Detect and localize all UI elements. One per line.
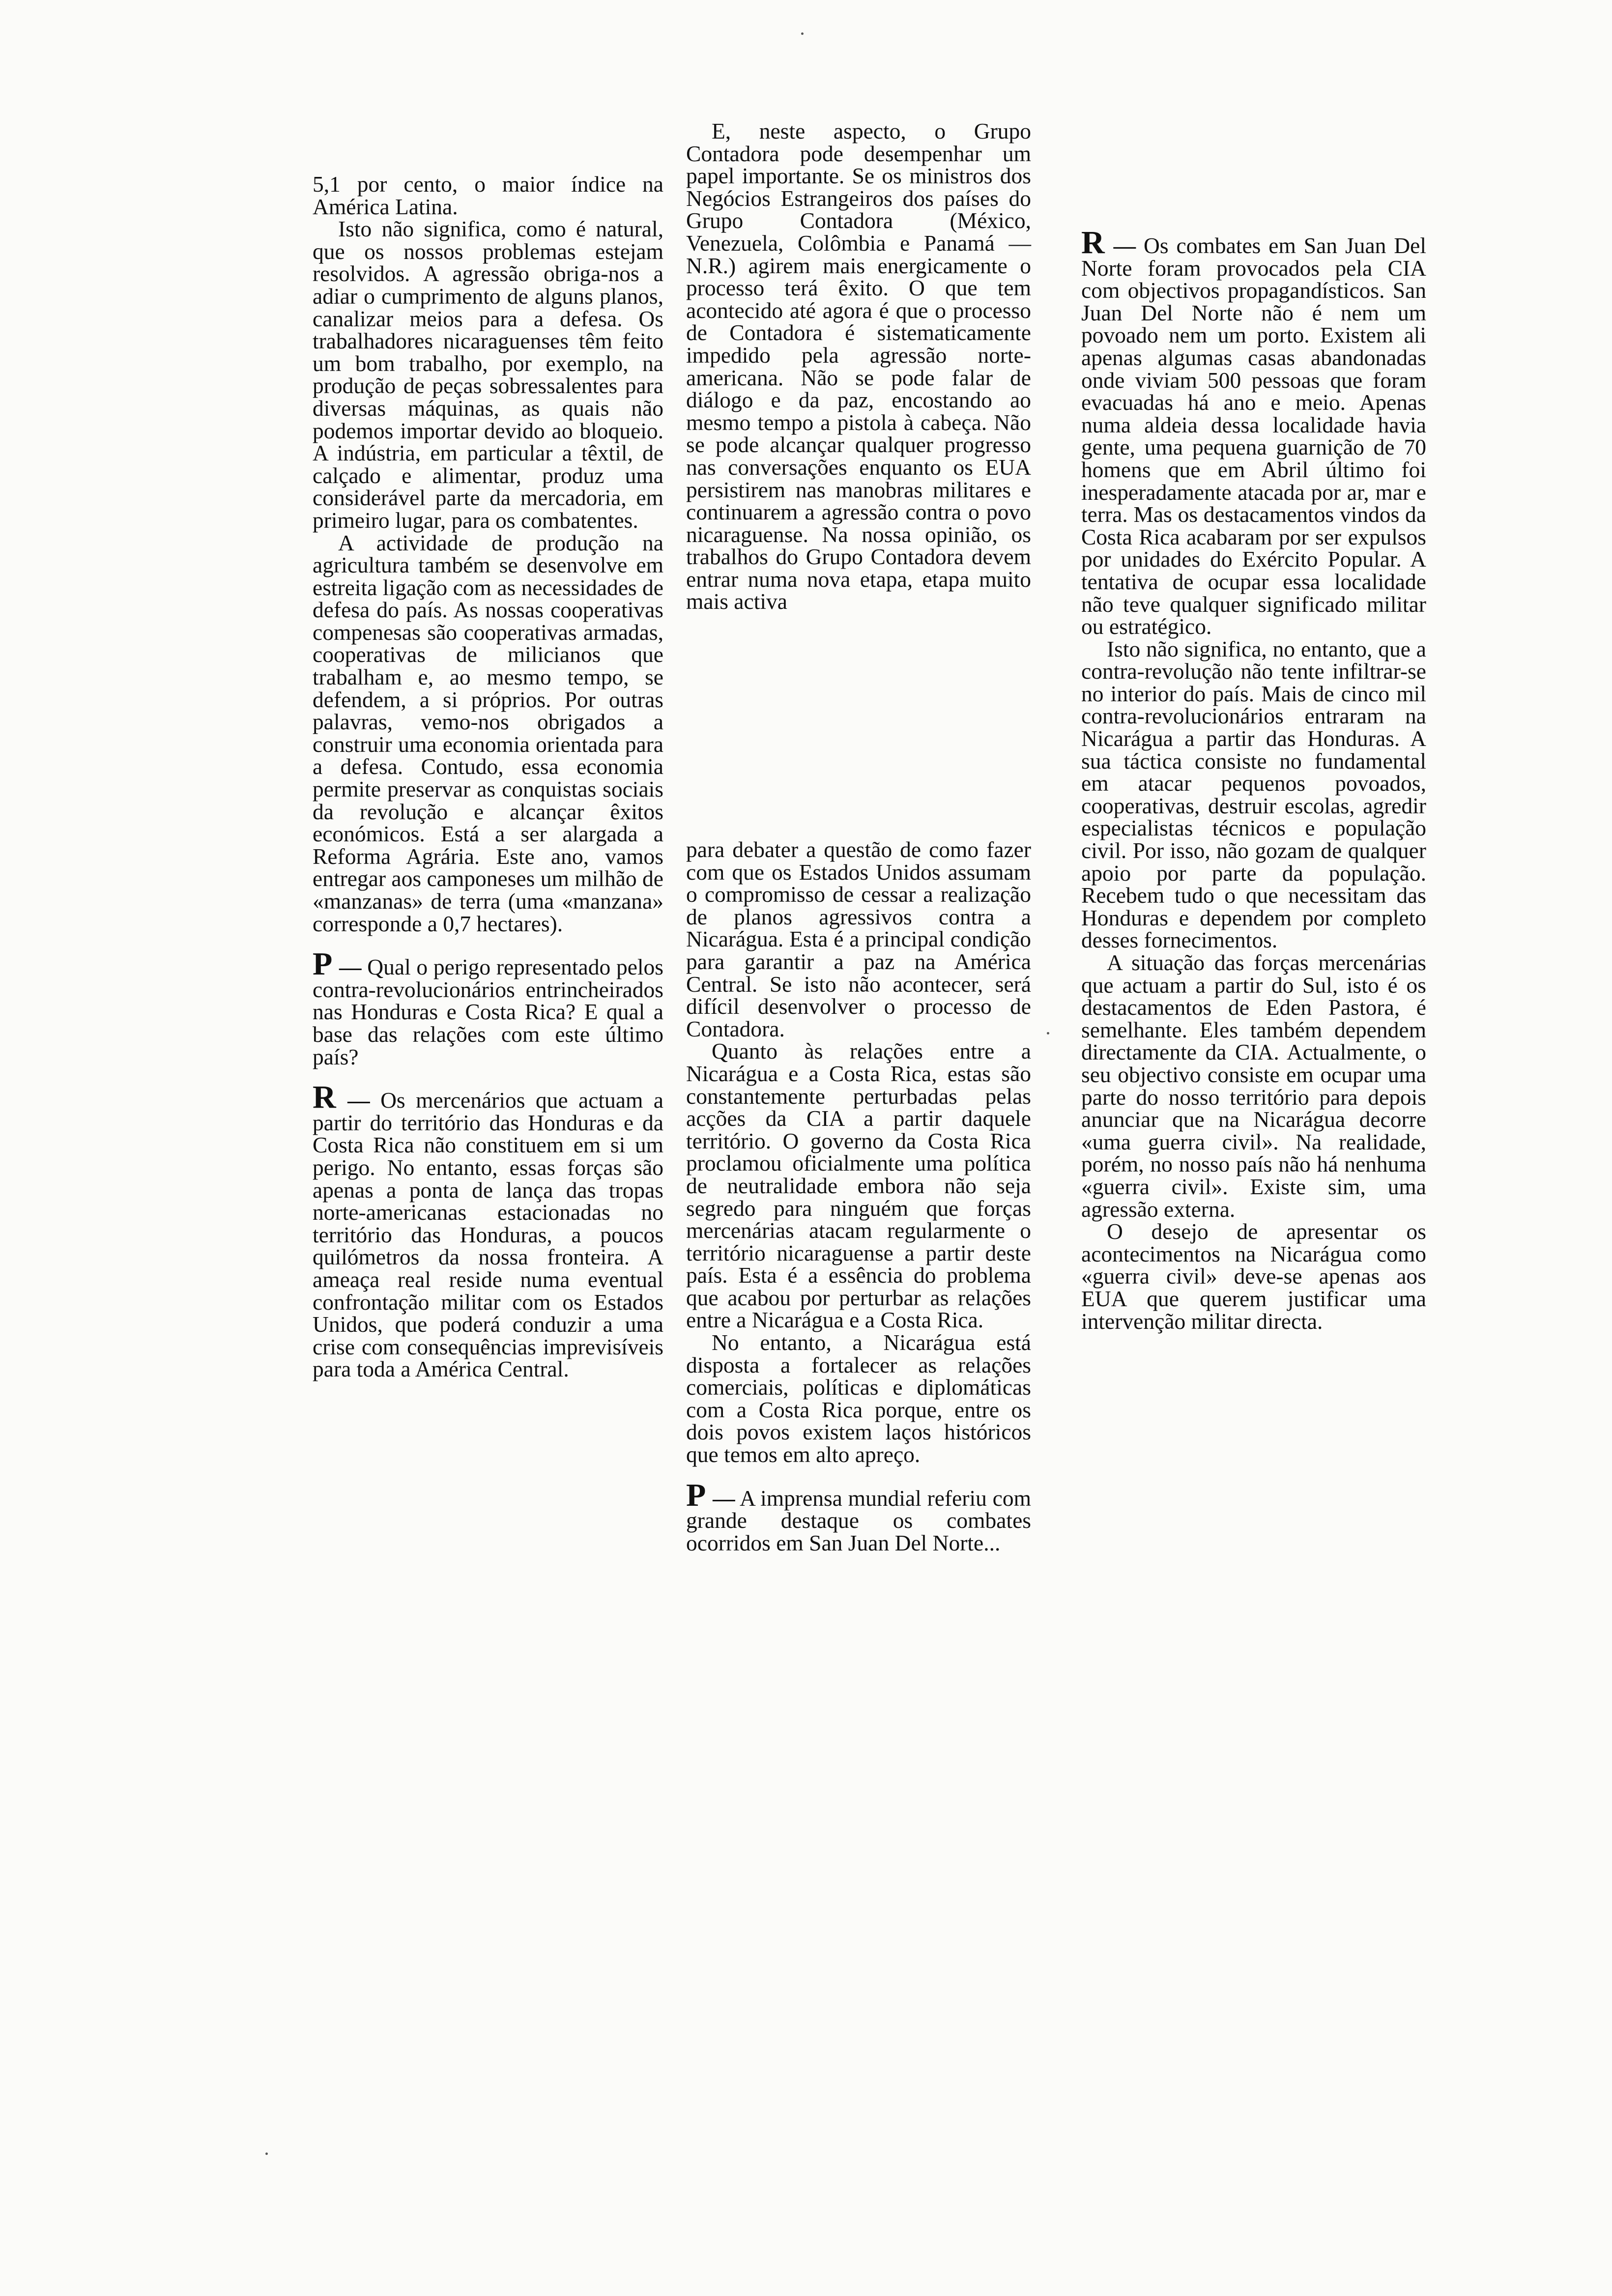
answer-dash: — xyxy=(1113,233,1136,258)
answer-dash: — xyxy=(347,1088,370,1113)
question-text: Qual o perigo representado pelos contra-revolucionários entrincheirados nas Honduras e Costa Rica? E qual a base das relações com este último país? xyxy=(313,954,664,1069)
question-block xyxy=(313,946,664,1069)
paragraph: E, neste aspecto, o Grupo Contadora pode desempenhar um papel importante. Se os ministros dos Negócios Estrangeiros dos países do Grupo Contadora (México, Venezuela, Colômbia e Panamá — N.R.) agirem mais energicamente o processo terá êxito. O que tem acontecido até agora é que o processo de Contadora é sistematicamente impedido pela agressão norte-americana. Não se pode falar de diálogo e da paz, encostando ao mesmo tempo a pistola à cabeça. Não se pode alcançar qualquer progresso nas conversações enquanto os EUA persistirem nas manobras militares e continuarem a agressão contra o povo nicaraguense. Na nossa opinião, os trabalhos do Grupo Contadora devem entrar numa nova etapa, etapa muito mais activa xyxy=(686,118,1031,614)
column-1 xyxy=(313,173,663,1380)
column-2 xyxy=(686,120,1031,613)
question-dash: — xyxy=(713,1485,735,1511)
answer-block xyxy=(313,1079,664,1382)
question-dash: — xyxy=(339,954,362,980)
scan-speck xyxy=(801,32,804,35)
answer-lead: R xyxy=(1081,225,1106,260)
answer-block xyxy=(1081,225,1427,639)
paragraph: 5,1 por cento, o maior índice na América Latina. xyxy=(313,172,663,219)
paragraph: A situação das forças mercenárias que actuam a partir do Sul, isto é os destacamentos de Eden Pastora, é semelhante. Eles também dependem directamente da CIA. Actualmente, o seu objectivo consiste em ocupar uma parte do nosso território para depois anunciar que na Nicarágua decorre «uma guerra civil». Na realidade, porém, no nosso país não há nenhuma «guerra civil». Existe sim, uma agressão externa. xyxy=(1081,950,1426,1222)
answer-text: Os mercenários que actuam a partir do território das Honduras e da Costa Rica não constituem em si um perigo. No entanto, essas forças são apenas a ponta de lança das tropas norte-americanas estacionadas no território das Honduras, a poucos quilómetros da nossa fronteira. A ameaça real reside numa eventual confrontação militar com os Estados Unidos, que poderá conduzir a uma crise com consequências imprevisíveis para toda a América Central. xyxy=(313,1088,664,1382)
question-lead: P xyxy=(313,946,334,982)
paragraph: Quanto às relações entre a Nicarágua e a Costa Rica, estas são constantemente perturbadas pelas acções da CIA a partir daquele território. O governo da Costa Rica proclamou oficialmente uma política de neutralidade embora não seja segredo para ninguém que forças mercenárias atacam regularmente o território nicaraguense a partir deste país. Esta é a essência do problema que acabou por perturbar as relações entre a Nicarágua e a Costa Rica. xyxy=(686,1038,1031,1333)
column-2-continued xyxy=(686,838,1031,1554)
question-lead: P xyxy=(686,1477,707,1513)
question-block xyxy=(686,1477,1031,1555)
paragraph: Isto não significa, no entanto, que a contra-revolução não tente infiltrar-se no interior do país. Mais de cinco mil contra-revolucionários entraram na Nicarágua a partir das Honduras. A sua táctica consiste no fundamental em atacar pequenos povoados, cooperativas, destruir escolas, agredir especialistas técnicos e população civil. Por isso, não gozam de qualquer apoio por parte da população. Recebem tudo o que necessitam das Honduras e dependem por completo desses fornecimentos. xyxy=(1081,636,1426,953)
column-3 xyxy=(1081,225,1427,1334)
paragraph: para debater a questão de como fazer com que os Estados Unidos assumam o compromisso de cessar a realização de planos agressivos contra a Nicarágua. Esta é a principal condição para garantir a paz na América Central. Se isto não acontecer, será difícil desenvolver o processo de Contadora. xyxy=(686,837,1031,1041)
paragraph: O desejo de apresentar os acontecimentos na Nicarágua como «guerra civil» deve-se apenas aos EUA que querem justificar uma intervenção militar directa. xyxy=(1081,1219,1426,1334)
answer-lead: R xyxy=(313,1079,337,1116)
scan-speck xyxy=(265,2152,268,2155)
paragraph: Isto não significa, como é natural, que os nossos problemas estejam resolvidos. A agressão obriga-nos a adiar o cumprimento de alguns planos, canalizar meios para a defesa. Os trabalhadores nicaraguenses têm feito um bom trabalho, por exemplo, na produção de peças sobressalentes para diversas máquinas, as quais não podemos importar devido ao bloqueio. A indústria, em particular a têxtil, de calçado e alimentar, produz uma considerável parte da mercadoria, em primeiro lugar, para os combatentes. xyxy=(313,216,663,533)
question-text: A imprensa mundial referiu com grande destaque os combates ocorridos em San Juan Del Norte... xyxy=(686,1485,1031,1555)
answer-text: Os combates em San Juan Del Norte foram provocados pela CIA com objectivos propagandísticos. San Juan Del Norte não é nem um povoado nem um porto. Existem ali apenas algumas casas abandonadas onde viviam 500 pessoas que foram evacuadas há ano e meio. Apenas numa aldeia dessa localidade havia gente, uma pequena guarnição de 70 homens que em Abril último foi inesperadamente atacada por ar, mar e terra. Mas os destacamentos vindos da Costa Rica acabaram por ser expulsos por unidades do Exército Popular. A tentativa de ocupar essa localidade não teve qualquer significado militar ou estratégico. xyxy=(1081,233,1427,639)
paragraph: No entanto, a Nicarágua está disposta a fortalecer as relações comerciais, políticas e diplomáticas com a Costa Rica porque, entre os dois povos existem laços históricos que temos em alto apreço. xyxy=(686,1330,1031,1467)
scan-speck xyxy=(1047,1032,1049,1034)
paragraph: A actividade de produção na agricultura também se desenvolve em estreita ligação com as necessidades de defesa do país. As nossas cooperativas compenesas são cooperativas armadas, cooperativas de milicianos que trabalham e, ao mesmo tempo, se defendem, a si próprios. Por outras palavras, vemo-nos obrigados a construir uma economia orientada para a defesa. Contudo, essa economia permite preservar as conquistas sociais da revolução e alcançar êxitos económicos. Está a ser alargada a Reforma Agrária. Este ano, vamos entregar aos camponeses um milhão de «manzanas» de terra (uma «manzana» corresponde a 0,7 hectares). xyxy=(313,530,663,936)
